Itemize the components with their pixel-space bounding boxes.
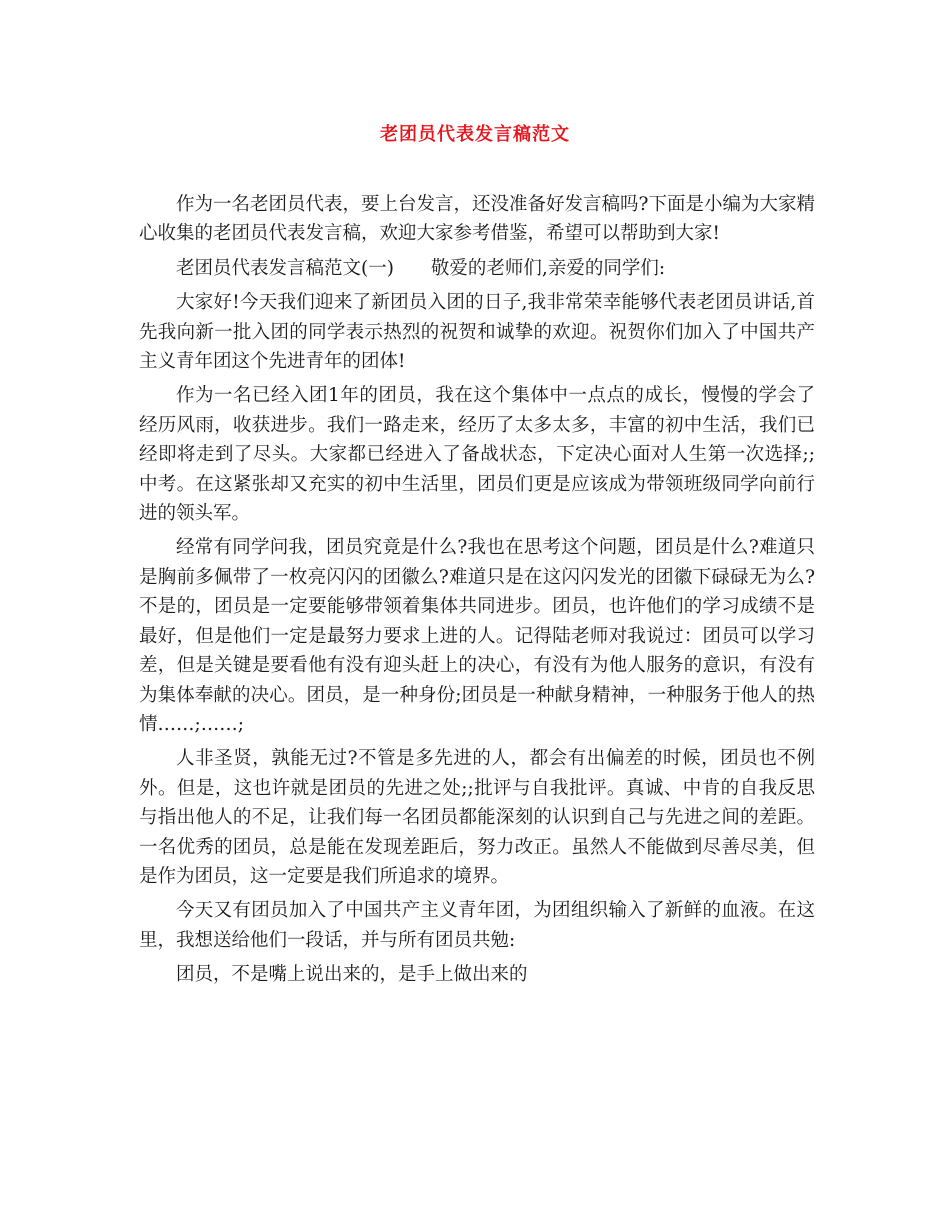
document-body: [139, 190, 815, 995]
paragraph-growth: 作为一名已经入团1年的团员，我在这个集体中一点点的成长，慢慢的学会了经历风雨，收获进步。我们一路走来，经历了太多太多，丰富的初中生活，我们已经即将走到了尽头。大家都已经进入了备战状态，下定决心面对人生第一次选择;;中考。在这紧张却又充实的初中生活里，团员们更是应该成为带领班级同学向前行进的领头军。: [139, 385, 815, 525]
paragraph-new-members: 今天又有团员加入了中国共产主义青年团，为团组织输入了新鲜的血液。在这里，我想送给他们一段话，并与所有团员共勉:: [139, 900, 815, 951]
paragraph-intro: 作为一名老团员代表，要上台发言，还没准备好发言稿吗?下面是小编为大家精心收集的老团员代表发言稿，欢迎大家参考借鉴，希望可以帮助到大家!: [139, 194, 815, 245]
paragraph-what-is-member: 经常有同学问我，团员究竟是什么?我也在思考这个问题，团员是什么?难道只是胸前多佩带了一枚亮闪闪的团徽么?难道只是在这闪闪发光的团徽下碌碌无为么?不是的，团员是一定要能够带领着集体共同进步。团员，也许他们的学习成绩不是最好，但是他们一定是最努力要求上进的人。记得陆老师对我说过：团员可以学习差，但是关键是要看他有没有迎头赶上的决心，有没有为他人服务的意识，有没有为集体奉献的决心。团员，是一种身份;团员是一种献身精神，一种服务于他人的热情……;……;: [139, 537, 815, 735]
paragraph-heading-salutation: 老团员代表发言稿范文(一) 敬爱的老师们,亲爱的同学们:: [176, 257, 666, 279]
paragraph-self-criticism: 人非圣贤，孰能无过?不管是多先进的人，都会有出偏差的时候，团员也不例外。但是，这也许就是团员的先进之处;;批评与自我批评。真诚、中肯的自我反思与指出他人的不足，让我们每一名团员都能深刻的认识到自己与先进之间的差距。一名优秀的团员，总是能在发现差距后，努力改正。虽然人不能做到尽善尽美，但是作为团员，这一定要是我们所追求的境界。: [139, 748, 815, 887]
paragraph-greeting: 大家好!今天我们迎来了新团员入团的日子,我非常荣幸能够代表老团员讲话,首先我向新一批入团的同学表示热烈的祝贺和诚挚的欢迎。祝贺你们加入了中国共产主义青年团这个先进青年的团体!: [139, 292, 815, 373]
paragraph-motto: 团员，不是嘴上说出来的，是手上做出来的: [176, 964, 528, 986]
document-title: 老团员代表发言稿范文: [380, 124, 570, 145]
